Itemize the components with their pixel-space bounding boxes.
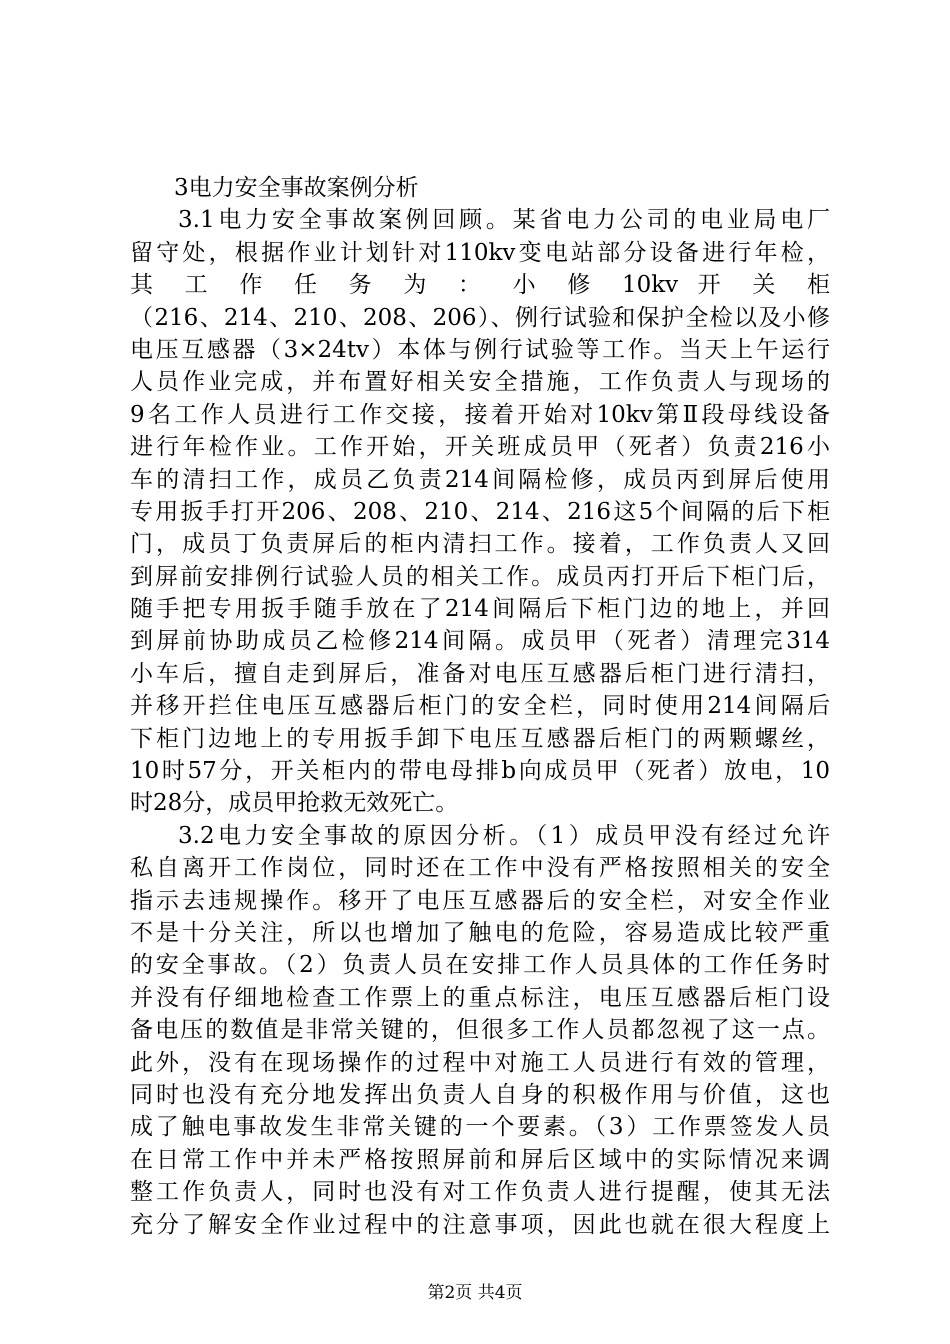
paragraph-line: 备电压的数值是非常关键的，但很多工作人员都忽视了这一点。 <box>130 1017 830 1044</box>
paragraph-line: 不是十分关注，所以也增加了触电的危险，容易造成比较严重 <box>130 919 830 946</box>
paragraph-line: 3.2电力安全事故的原因分析。（1）成员甲没有经过允许 <box>178 822 830 849</box>
paragraph-line: 10时57分，开关柜内的带电母排b向成员甲（死者）放电，10 <box>130 758 830 785</box>
paragraph-line: 随手把专用扳手随手放在了214间隔后下柜门边的地上，并回 <box>130 596 830 623</box>
paragraph-line: 留守处，根据作业计划针对110kv变电站部分设备进行年检， <box>130 239 830 266</box>
paragraph-line: 到屏前协助成员乙检修214间隔。成员甲（死者）清理完314 <box>130 628 830 655</box>
paragraph-line: 的安全事故。（2）负责人员在安排工作人员具体的工作任务时 <box>130 952 830 979</box>
paragraph-line: 在日常工作中并未严格按照屏前和屏后区域中的实际情况来调 <box>130 1146 830 1173</box>
paragraph-line: 私自离开工作岗位，同时还在工作中没有严格按照相关的安全 <box>130 855 830 882</box>
paragraph-line: 电压互感器（3×24tv）本体与例行试验等工作。当天上午运行 <box>130 336 830 363</box>
paragraph-line: 并移开拦住电压互感器后柜门的安全栏，同时使用214间隔后 <box>130 693 830 720</box>
paragraph-line: 人员作业完成，并布置好相关安全措施，工作负责人与现场的 <box>130 369 830 396</box>
paragraph-line: 进行年检作业。工作开始，开关班成员甲（死者）负责216小 <box>130 434 830 461</box>
paragraph-line: 专用扳手打开206、208、210、214、216这5个间隔的后下柜 <box>130 498 830 525</box>
paragraph-line: 成了触电事故发生非常关键的一个要素。（3）工作票签发人员 <box>130 1114 830 1141</box>
paragraph-line: 其 工 作 任 务 为 ： 小 修 10kv 开 关 柜 <box>130 272 830 299</box>
paragraph-line: 指示去违规操作。移开了电压互感器后的安全栏，对安全作业 <box>130 887 830 914</box>
paragraph-line: 同时也没有充分地发挥出负责人自身的积极作用与价值，这也 <box>130 1081 830 1108</box>
paragraph-line: （216、214、210、208、206）、例行试验和保护全检以及小修 <box>130 304 830 331</box>
paragraph-line: 到屏前安排例行试验人员的相关工作。成员丙打开后下柜门后， <box>130 563 830 590</box>
section-heading: 3电力安全事故案例分析 <box>174 175 419 201</box>
paragraph-line: 门，成员丁负责屏后的柜内清扫工作。接着，工作负责人又回 <box>130 531 830 558</box>
paragraph-line: 车的清扫工作，成员乙负责214间隔检修，成员丙到屏后使用 <box>130 466 830 493</box>
paragraph-line: 充分了解安全作业过程中的注意事项，因此也就在很大程度上 <box>130 1211 830 1238</box>
paragraph-line: 3.1电力安全事故案例回顾。某省电力公司的电业局电厂 <box>178 207 830 234</box>
paragraph-line: 9名工作人员进行工作交接，接着开始对10kv第Ⅱ段母线设备 <box>130 401 830 428</box>
paragraph-line: 时28分，成员甲抢救无效死亡。 <box>130 790 459 817</box>
body-text <box>130 172 830 1241</box>
paragraph-line: 此外，没有在现场操作的过程中对施工人员进行有效的管理， <box>130 1049 830 1076</box>
paragraph-line: 整工作负责人，同时也没有对工作负责人进行提醒，使其无法 <box>130 1179 830 1206</box>
paragraph-line: 下柜门边地上的专用扳手卸下电压互感器后柜门的两颗螺丝， <box>130 725 830 752</box>
paragraph-line: 并没有仔细地检查工作票上的重点标注，电压互感器后柜门设 <box>130 984 830 1011</box>
paragraph-line: 小车后，擅自走到屏后，准备对电压互感器后柜门进行清扫， <box>130 660 830 687</box>
page-footer: 第2页 共4页 <box>427 1283 523 1303</box>
